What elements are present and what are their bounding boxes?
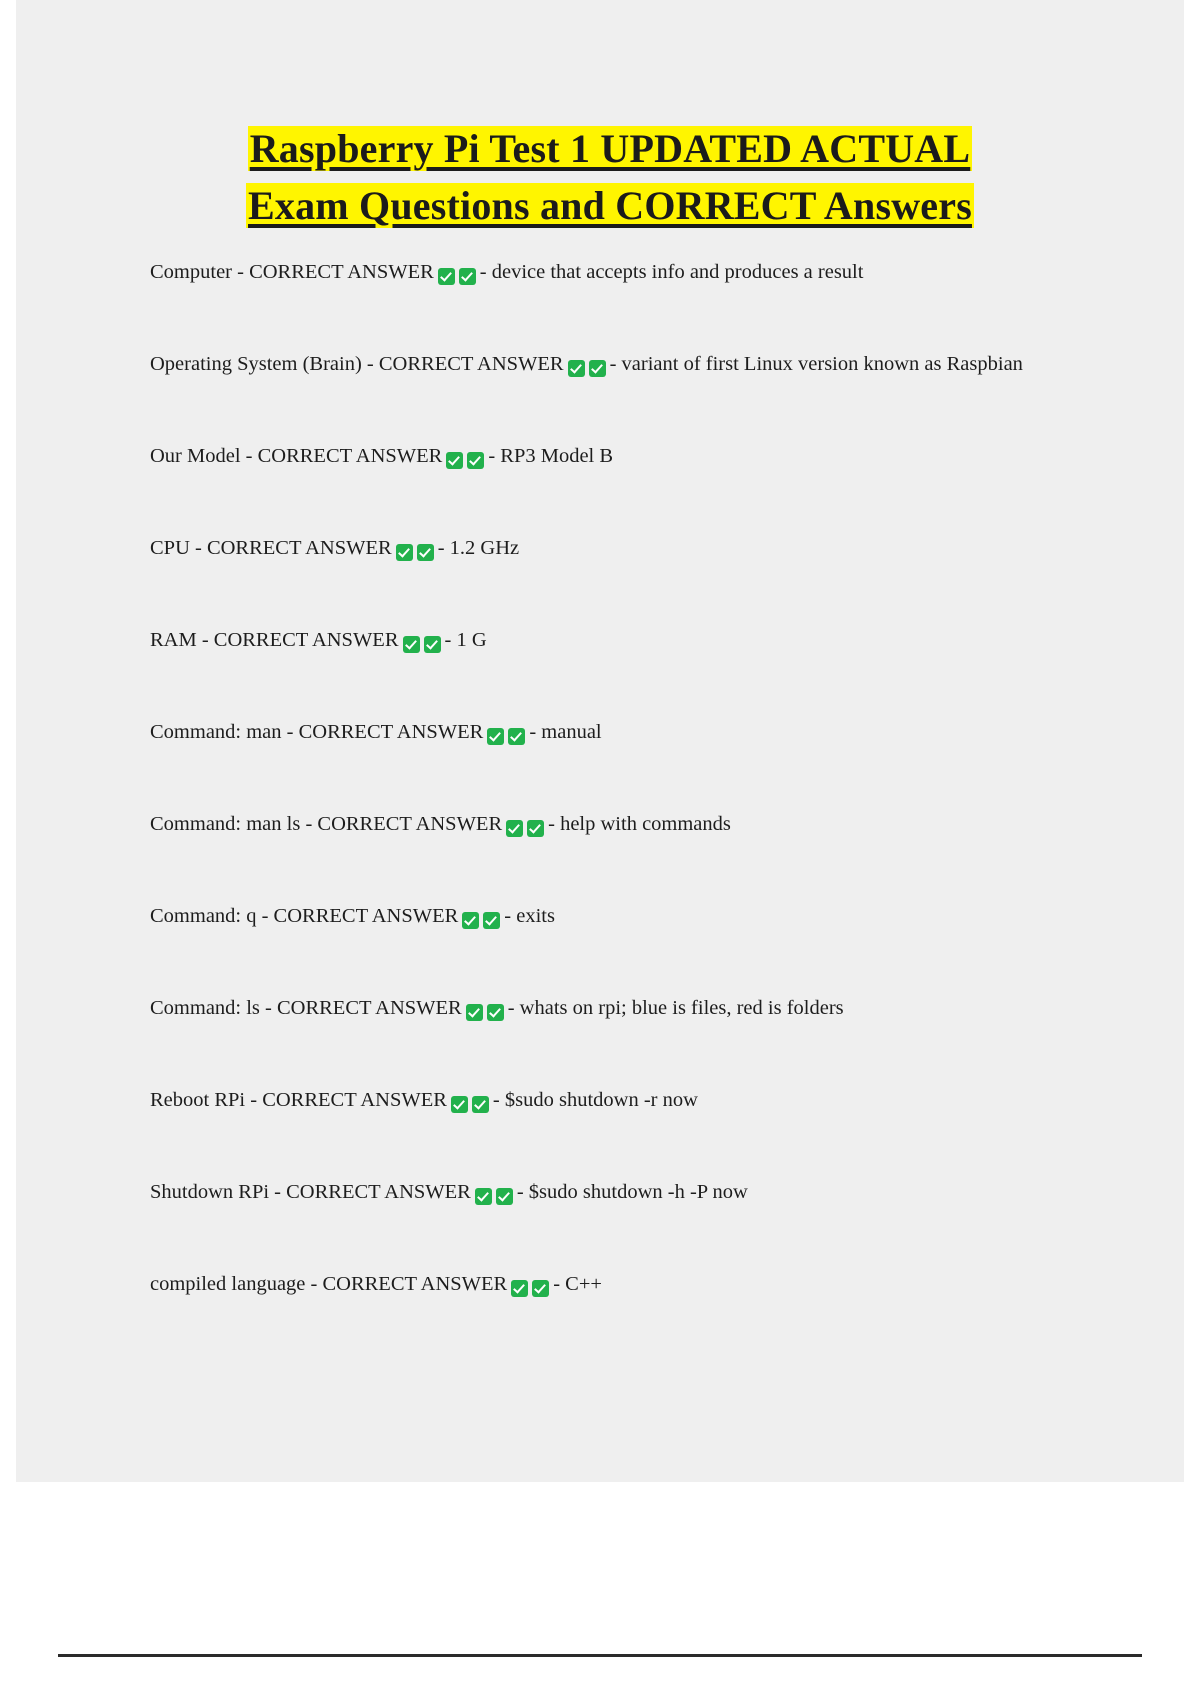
- document-content: [150, 120, 1070, 1302]
- qa-prompt: Computer - CORRECT ANSWER: [150, 261, 434, 283]
- check-mark-pair: [473, 1181, 515, 1210]
- title-line-1: [150, 120, 1070, 177]
- qa-item: [150, 350, 1050, 382]
- qa-answer: - manual: [529, 721, 602, 743]
- check-mark-pair: [401, 629, 443, 658]
- check-mark-pair: [449, 1089, 491, 1118]
- check-icon: [403, 636, 420, 653]
- qa-item: [150, 442, 1050, 474]
- qa-prompt: Reboot RPi - CORRECT ANSWER: [150, 1089, 447, 1111]
- qa-item: [150, 718, 1050, 750]
- check-icon: [462, 912, 479, 929]
- qa-item: [150, 534, 1050, 566]
- qa-item: [150, 258, 1050, 290]
- page-title: [150, 120, 1070, 234]
- check-icon: [532, 1280, 549, 1297]
- check-mark-pair: [464, 997, 506, 1026]
- qa-item: [150, 994, 1050, 1026]
- qa-answer: - device that accepts info and produces a result: [479, 261, 864, 283]
- check-icon: [506, 820, 523, 837]
- check-icon: [446, 452, 463, 469]
- check-icon: [483, 912, 500, 929]
- check-icon: [396, 544, 413, 561]
- check-mark-pair: [509, 1273, 551, 1302]
- qa-prompt: Command: man ls - CORRECT ANSWER: [150, 813, 503, 835]
- qa-item: [150, 902, 1050, 934]
- qa-answer: - help with commands: [548, 813, 731, 835]
- qa-prompt: CPU - CORRECT ANSWER: [150, 537, 392, 559]
- qa-item: [150, 1270, 1050, 1302]
- check-icon: [511, 1280, 528, 1297]
- page-footer-area: [16, 1482, 1184, 1642]
- check-mark-pair: [504, 813, 546, 842]
- check-icon: [487, 1004, 504, 1021]
- qa-prompt: compiled language - CORRECT ANSWER: [150, 1273, 508, 1295]
- check-icon: [475, 1188, 492, 1205]
- check-icon: [487, 728, 504, 745]
- check-icon: [472, 1096, 489, 1113]
- check-icon: [496, 1188, 513, 1205]
- qa-item: [150, 1178, 1050, 1210]
- page-margin-left: [0, 0, 16, 1700]
- qa-answer: - 1.2 GHz: [437, 537, 520, 559]
- qa-prompt: RAM - CORRECT ANSWER: [150, 629, 399, 651]
- qa-item: [150, 626, 1050, 658]
- check-icon: [568, 360, 585, 377]
- qa-prompt: Shutdown RPi - CORRECT ANSWER: [150, 1181, 471, 1203]
- qa-answer: - $sudo shutdown -r now: [492, 1089, 698, 1111]
- footer-divider: [58, 1654, 1142, 1657]
- document-sheet: [16, 0, 1184, 1482]
- check-mark-pair: [444, 445, 486, 474]
- title-line-2: [150, 177, 1070, 234]
- qa-prompt: Command: man - CORRECT ANSWER: [150, 721, 484, 743]
- qa-item: [150, 1086, 1050, 1118]
- check-icon: [467, 452, 484, 469]
- qa-answer: - 1 G: [444, 629, 487, 651]
- qa-answer: - C++: [553, 1273, 602, 1295]
- qa-answer: - variant of first Linux version known as Raspbian: [609, 353, 1023, 375]
- check-mark-pair: [566, 353, 608, 382]
- title-highlight-2: Exam Questions and CORRECT Answers: [248, 183, 972, 228]
- qa-answer: - exits: [504, 905, 555, 927]
- check-icon: [424, 636, 441, 653]
- check-icon: [589, 360, 606, 377]
- check-icon: [438, 268, 455, 285]
- title-highlight-1: Raspberry Pi Test 1 UPDATED ACTUAL: [249, 126, 971, 171]
- qa-prompt: Operating System (Brain) - CORRECT ANSWER: [150, 353, 564, 375]
- check-icon: [459, 268, 476, 285]
- check-icon: [466, 1004, 483, 1021]
- check-icon: [417, 544, 434, 561]
- check-icon: [508, 728, 525, 745]
- page-margin-right: [1184, 0, 1200, 1700]
- qa-prompt: Command: q - CORRECT ANSWER: [150, 905, 459, 927]
- qa-prompt: Command: ls - CORRECT ANSWER: [150, 997, 462, 1019]
- qa-answer: - $sudo shutdown -h -P now: [516, 1181, 748, 1203]
- qa-answer: - whats on rpi; blue is files, red is folders: [507, 997, 844, 1019]
- check-mark-pair: [436, 261, 478, 290]
- check-icon: [451, 1096, 468, 1113]
- qa-list: [150, 258, 1070, 1302]
- check-mark-pair: [394, 537, 436, 566]
- check-mark-pair: [485, 721, 527, 750]
- qa-item: [150, 810, 1050, 842]
- check-mark-pair: [460, 905, 502, 934]
- qa-prompt: Our Model - CORRECT ANSWER: [150, 445, 443, 467]
- check-icon: [527, 820, 544, 837]
- qa-answer: - RP3 Model B: [488, 445, 614, 467]
